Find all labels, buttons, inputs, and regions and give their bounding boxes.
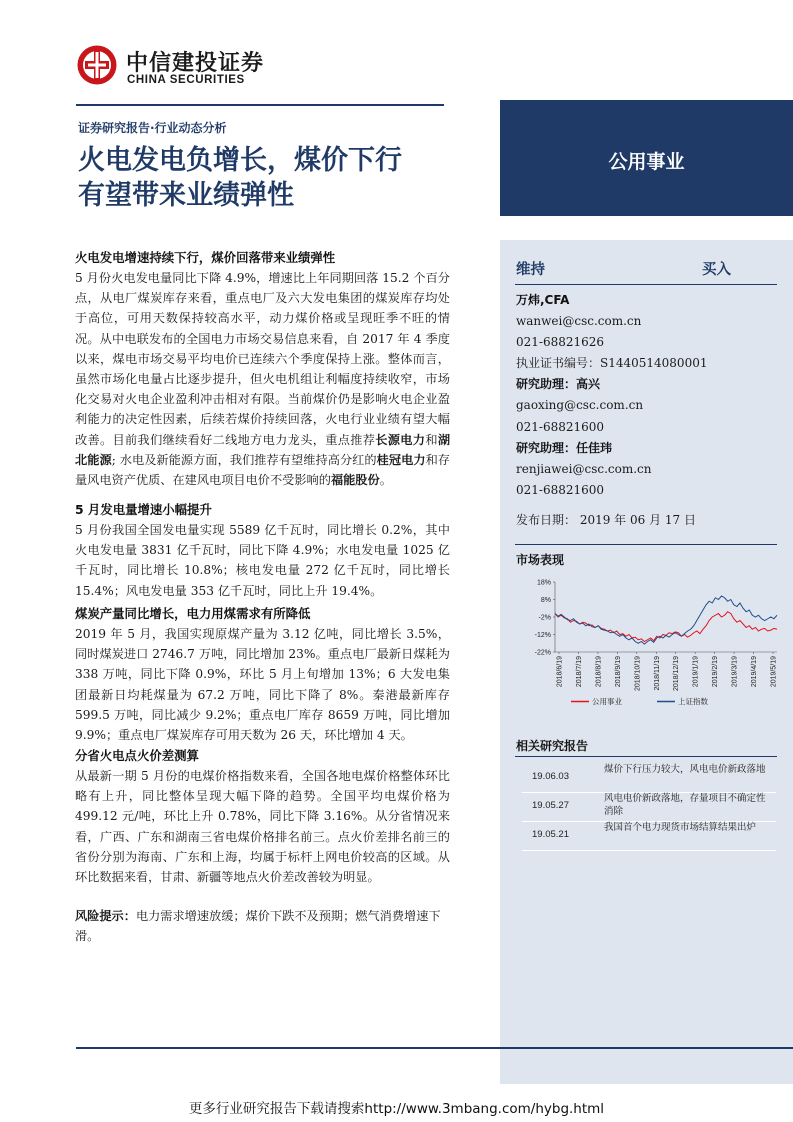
related-report-title: 煤价下行压力较大，风电电价新政落地 (604, 764, 766, 775)
series-line-0 (555, 612, 777, 642)
title-line-2: 有望带来业绩弹性 (78, 180, 294, 211)
analyst-contact: gaoxing@csc.com.cn (516, 398, 644, 413)
section-heading: 5 月发电量增速小幅提升 (75, 502, 212, 517)
section-body (75, 766, 450, 887)
analyst-name: 研究助理：任佳玮 (516, 440, 613, 455)
title-line-1: 火电发电负增长，煤价下行 (78, 145, 402, 176)
highlight-stock: 福能股份 (330, 473, 380, 488)
body-text: 5 月份我国全国发电量实现 5589 亿千瓦时，同比增长 0.2%，其中火电发电量 3831 亿千瓦时，同比下降 4.9%；水电发电量 1025 亿千瓦时，同比增长 10.8%；核电发电量 272 亿千瓦时，同比增长 15.4%；风电发电量 353 亿千瓦时，同比上升 19.4%。 (75, 523, 450, 598)
related-research-list (522, 764, 776, 851)
analyst-list (516, 290, 776, 501)
analyst-contact: 021-68821600 (516, 482, 605, 497)
section-heading: 煤炭产量同比增长，电力用煤需求有所降低 (75, 606, 311, 621)
highlight-stock: 桂冠电力 (376, 452, 426, 467)
legend-label: 公用事业 (592, 697, 622, 706)
section-2 (75, 500, 450, 601)
section-body (75, 268, 450, 490)
brand-name-cn: 中信建投证券 (126, 51, 265, 76)
rating-action: 维持 (516, 262, 545, 278)
analyst-contact: wanwei@csc.com.cn (516, 314, 642, 329)
x-tick-label: 2018/9/19 (614, 656, 622, 688)
analyst-contact: 021-68821600 (516, 419, 605, 434)
logo-emblem-icon (76, 44, 118, 86)
related-report-title: 我国首个电力现货市场结算结果出炉 (604, 822, 757, 833)
related-rule (515, 756, 777, 757)
related-report-item[interactable] (522, 764, 776, 793)
section-heading: 分省火电点火价差测算 (75, 748, 199, 763)
brand-logo (76, 44, 286, 94)
section-3 (75, 604, 450, 745)
analyst-name: 万炜,CFA (516, 293, 570, 307)
related-separator (522, 850, 776, 851)
legend-label: 上证指数 (678, 697, 708, 706)
footer-rule (76, 1047, 793, 1049)
related-report-date: 19.05.21 (532, 829, 569, 840)
body-text: 和存量风电资产优质、在建风电项目电价不受影响的 (75, 452, 450, 488)
x-tick-label: 2018/10/19 (634, 656, 642, 692)
risk-warning (75, 906, 450, 946)
series-line-1 (555, 596, 777, 644)
analyst-name: 研究助理：高兴 (516, 377, 601, 392)
section-body (75, 624, 450, 745)
related-research-title: 相关研究报告 (516, 739, 589, 753)
chart-plot (535, 580, 778, 707)
y-tick-label: 18% (536, 579, 551, 587)
related-report-item[interactable] (522, 793, 776, 822)
risk-text: 电力需求增速放缓；煤价下跌不及预期；燃气消费增速下滑。 (75, 909, 441, 944)
body-text: 5 月份火电发电量同比下降 4.9%，增速比上年同期回落 15.2 个百分点，从电厂煤炭库存来看，重点电厂及六大发电集团的煤炭库存均处于高位，可用天数保持较高水平，动力煤价格或呈现旺季不旺的情况。从中电联发布的全国电力市场交易信息来看，自 2017 年 4 季度以来，煤电市场交易平均电价已连续六个季度保持上涨。整体而言，虽然市场化电量占比逐步提升，但火电机组让利幅度持续收窄，市场化交易对火电企业盈利冲击相对有限。当前煤价仍是影响火电企业盈利能力的决定性因素，后续若煤价持续回落，火电行业业绩有望大幅改善。目前我们继续看好二线地方电力龙头，重点推荐 (75, 271, 450, 447)
x-tick-label: 2019/2/19 (712, 656, 720, 688)
brand-name-en: CHINA SECURITIES (127, 74, 245, 86)
rating-rule (515, 284, 777, 285)
x-tick-label: 2018/7/19 (575, 656, 583, 688)
x-tick-label: 2019/5/19 (770, 656, 778, 688)
market-performance-chart (509, 572, 787, 712)
body-text: 2019 年 5 月，我国实现原煤产量为 3.12 亿吨，同比增长 3.5%，同时煤炭进口 2746.7 万吨，同比增加 23%。重点电厂最新日煤耗为 338 万吨，同比下降 0.9%，环比 5 月上旬增加 13%；6 大发电集团最新日均耗煤量为 67.2 万吨，同比下降了 8%。秦港最新库存 599.5 万吨，同比减少 9.2%；重点电厂库存 8659 万吨，同比增加 9.9%；重点电厂煤炭库存可用天数为 26 天，环比增加 4 天。 (75, 627, 450, 743)
sector-banner (500, 100, 793, 216)
analyst-contact: renjiawei@csc.com.cn (516, 461, 652, 476)
related-report-date: 19.05.27 (532, 800, 569, 811)
highlight-stock: 湖北能源 (75, 432, 451, 467)
x-tick-label: 2018/8/19 (595, 656, 603, 688)
section-heading: 火电发电增速持续下行，煤价回落带来业绩弹性 (75, 250, 336, 265)
report-type: 证券研究报告·行业动态分析 (78, 121, 227, 135)
x-tick-label: 2019/1/19 (692, 656, 700, 688)
related-report-title: 风电电价新政落地，存量项目不确定性消除 (604, 793, 766, 817)
header-rule (76, 104, 444, 106)
section-4 (75, 746, 450, 887)
risk-label: 风险提示： (75, 909, 136, 923)
related-report-date: 19.06.03 (532, 771, 569, 782)
sector-label: 公用事业 (608, 151, 685, 173)
analyst-contact: 021-68821626 (516, 335, 605, 350)
rating-value: 买入 (702, 262, 731, 278)
body-text: 从最新一期 5 月份的电煤价格指数来看，全国各地电煤价格整体环比略有上升，同比整体呈现大幅下降的趋势。全国平均电煤价格为 499.12 元/吨，环比上升 0.78%，同比下降 3.16%。从分省情况来看，广西、广东和湖南三省电煤价格排名前三。点火价差排名前三的省份分别为海南、广东和上海，均属于标杆上网电价较高的区域。从环比数据来看，甘肃、新疆等地点火价差改善较为明显。 (75, 769, 450, 885)
body-text: 和 (425, 432, 438, 447)
report-title (78, 143, 402, 213)
related-report-item[interactable] (522, 822, 776, 851)
y-tick-label: -12% (534, 632, 551, 639)
x-tick-label: 2019/4/19 (751, 656, 759, 688)
y-tick-label: -22% (534, 649, 551, 657)
publish-date: 发布日期： 2019 年 06 月 17 日 (516, 513, 696, 527)
highlight-stock: 长源电力 (375, 432, 426, 447)
x-tick-label: 2018/6/19 (556, 656, 564, 688)
x-tick-label: 2019/3/19 (731, 656, 739, 688)
y-tick-label: 8% (540, 597, 551, 604)
footer-text: 更多行业研究报告下载请搜索http://www.3mbang.com/hybg.html (188, 1101, 605, 1117)
y-tick-label: -2% (538, 614, 551, 622)
section-body (75, 520, 450, 601)
x-tick-label: 2018/12/19 (673, 656, 681, 692)
x-tick-label: 2018/11/19 (653, 656, 661, 691)
rating-row (516, 258, 731, 280)
market-performance-title: 市场表现 (516, 553, 565, 567)
analyst-contact: 执业证书编号：S1440514080001 (516, 356, 708, 371)
body-text: 。 (379, 473, 392, 488)
section-1 (75, 248, 450, 490)
body-text: ; 水电及新能源方面，我们推荐有望维持高分红的 (111, 452, 377, 467)
market-rule (515, 544, 777, 545)
